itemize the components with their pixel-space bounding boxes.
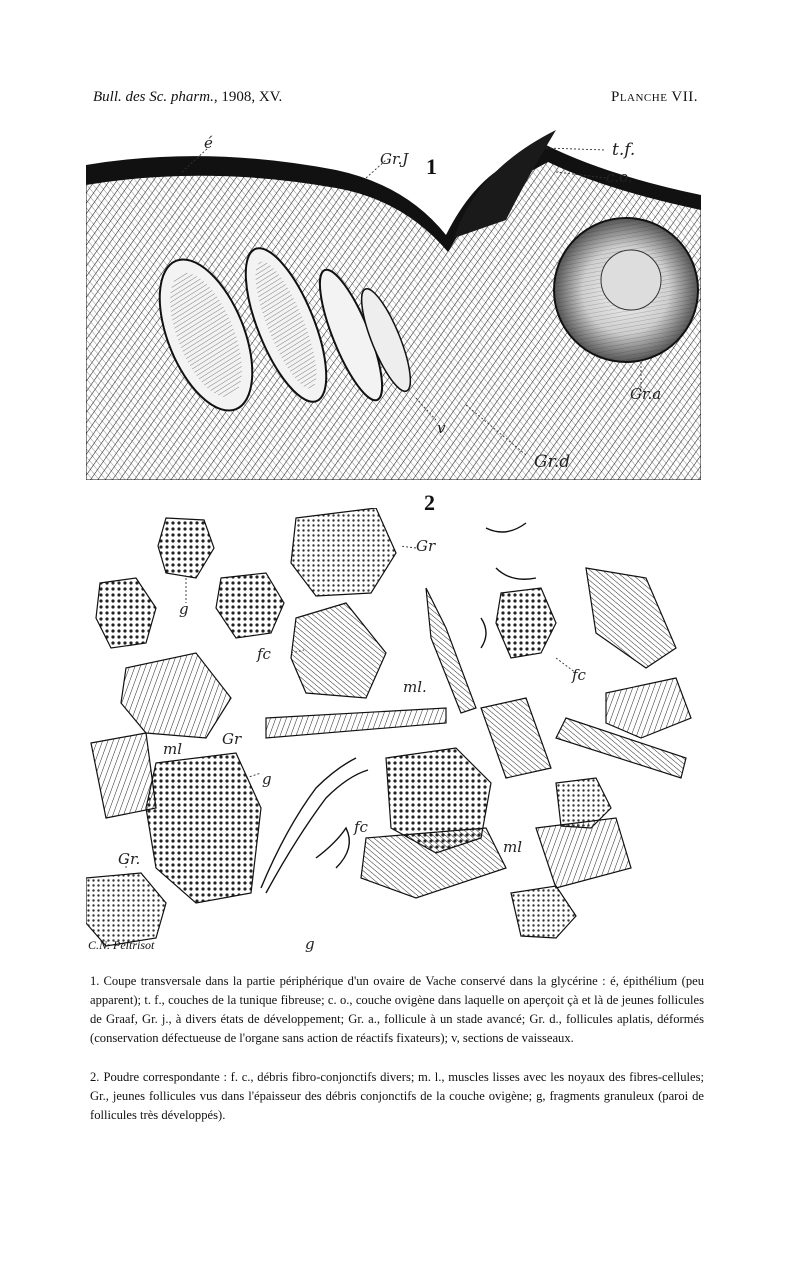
label-t-f: t.f.: [612, 140, 636, 160]
label-gr-d: Gr.d: [534, 452, 571, 472]
label-fc-2: fc: [572, 666, 586, 684]
label-c-o: c.o.: [606, 168, 633, 186]
label-fc-1: fc: [257, 645, 271, 663]
figure-1-number: 1: [426, 154, 437, 179]
label-ml-3: ml: [503, 838, 523, 856]
label-g-2: g: [262, 770, 272, 788]
year-volume: 1908, XV.: [221, 89, 283, 105]
label-v: v: [437, 419, 446, 437]
label-epithelium: é: [204, 134, 213, 152]
running-header: Bull. des Sc. pharm., 1908, XV.: [93, 89, 283, 105]
label-ml-2: ml: [163, 740, 183, 758]
caption-2-number: 2.: [90, 1070, 100, 1084]
label-gr-j: Gr.J: [380, 150, 409, 168]
caption-figure-2: [90, 1068, 704, 1125]
label-g-1: g: [179, 600, 189, 618]
label-gr-top: Gr: [416, 537, 436, 555]
caption-2-text: Poudre correspondante : f. c., débris fibro-conjonctifs divers; m. l., muscles lisses avec les noyaux des fibres-cellules; Gr., jeunes follicules vus dans l'épaisseur des débris conjonctifs de la couche ovigène; g, fragments granuleux (paroi de follicules très développés).: [90, 1070, 704, 1122]
label-gr-3: Gr.: [118, 850, 141, 868]
caption-1-number: 1.: [90, 974, 100, 988]
caption-1-text: Coupe transversale dans la partie périphérique d'un ovaire de Vache conservé dans la glycérine : é, épithélium (peu apparent); t. f., couches de la tunique fibreuse; c. o., couche ovigène dans laquelle on aperçoit çà et là de jeunes follicules de Graaf, Gr. j., à divers états de développement; Gr. a., follicule à un stade avancé; Gr. d., follicules aplatis, déformés (conservation défectueuse de l'organe sans action de réactifs fixateurs); v, sections de vaisseaux.: [90, 974, 704, 1045]
label-gr-2: Gr: [222, 730, 242, 748]
figure-2-powder: [86, 508, 700, 956]
plate-number: Planche VII.: [610, 89, 698, 105]
caption-figure-1: [90, 972, 704, 1048]
figure-2-number: 2: [424, 490, 435, 515]
label-fc-3: fc: [354, 818, 368, 836]
label-gr-a: Gr.a: [630, 385, 662, 403]
engraver-signature: C.N. Peltrisot: [88, 938, 155, 952]
label-g-3: g: [305, 935, 315, 953]
label-ml-1: ml.: [403, 678, 427, 696]
journal-title: Bull. des Sc. pharm.: [93, 89, 214, 105]
